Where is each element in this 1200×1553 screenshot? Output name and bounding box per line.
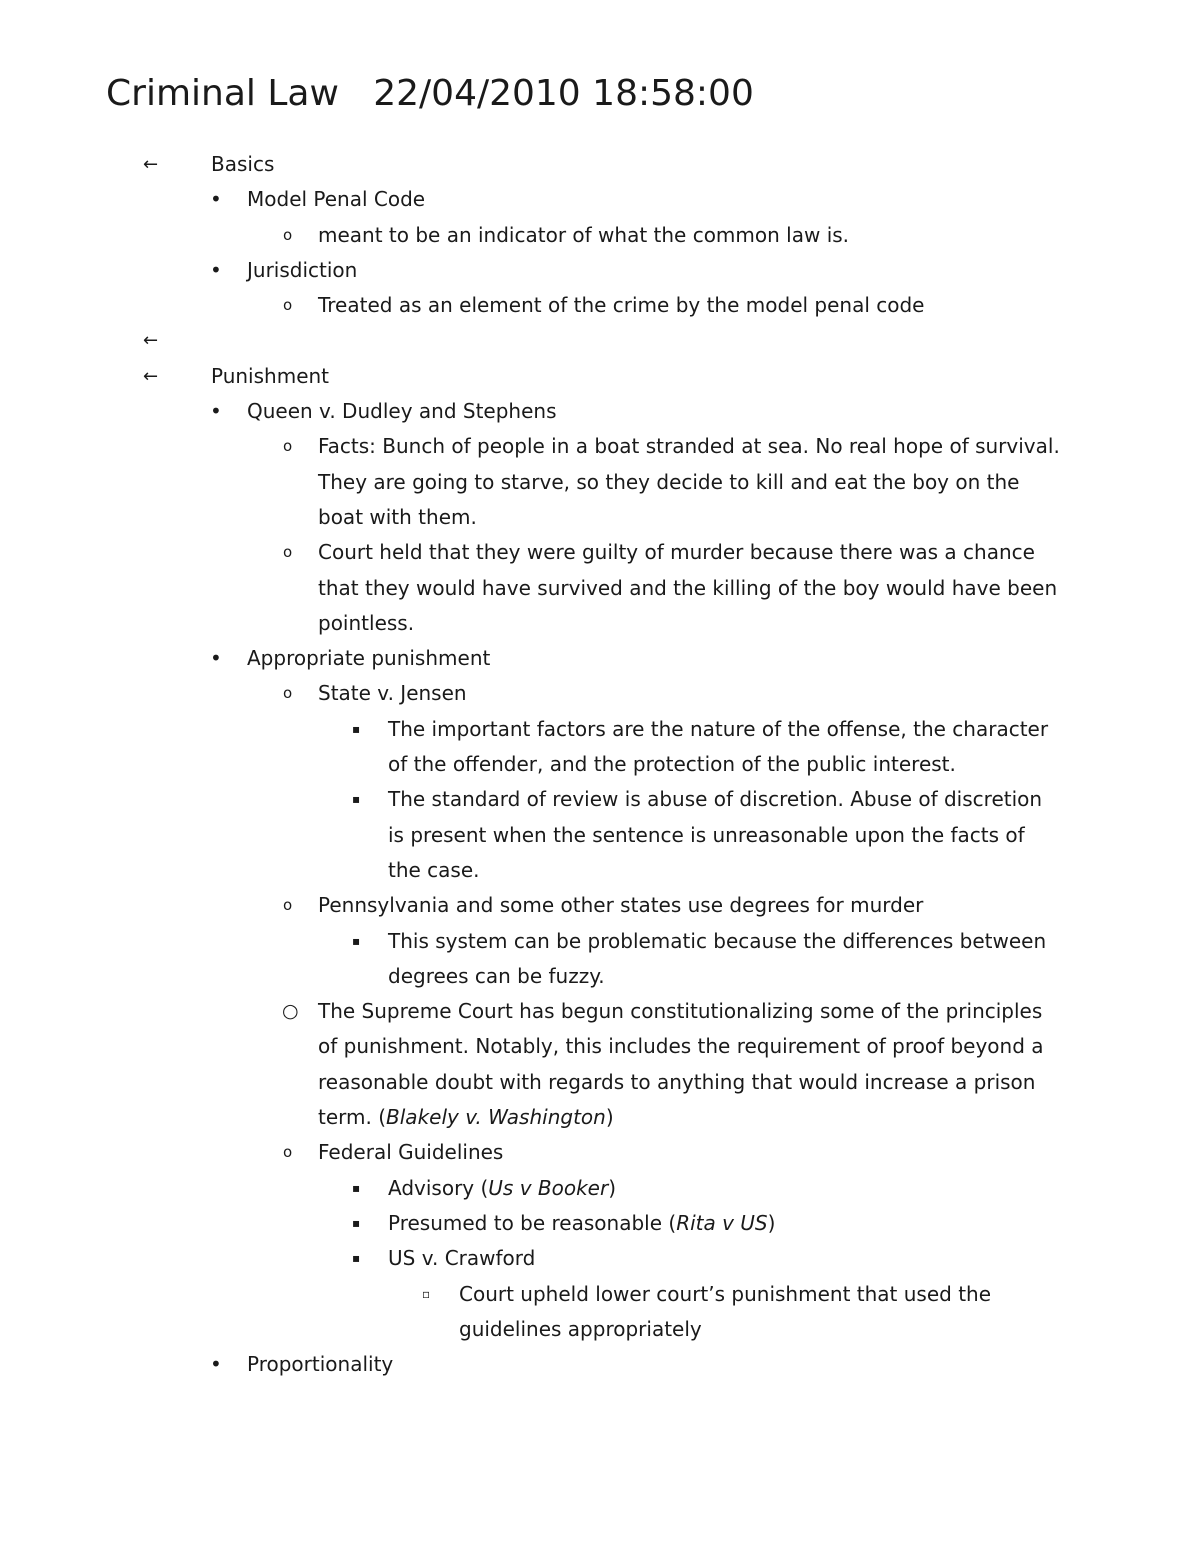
circle-bullet-icon: o bbox=[283, 896, 293, 915]
outline-item-label: Treated as an element of the crime by the model penal code bbox=[318, 293, 925, 318]
circle-bullet-icon: o bbox=[283, 684, 293, 703]
outline-item-label: Facts: Bunch of people in a boat stranded at sea. No real hope of survival. They are going to starve, so they decide to kill and eat the boy on the boat with them. bbox=[318, 434, 1060, 529]
outline-item-crawford bbox=[0, 1241, 1063, 1276]
circle-bullet-icon: o bbox=[283, 296, 293, 315]
outline-item-degrees-note bbox=[0, 924, 1063, 995]
outline-item-jensen bbox=[0, 676, 1063, 711]
outline-item-mpc-note bbox=[0, 218, 1063, 253]
outline-item-label: Basics bbox=[211, 152, 275, 176]
circle-bullet-icon: o bbox=[283, 543, 293, 562]
square-bullet-icon: ▪ bbox=[352, 1251, 361, 1266]
outline-item-label: Appropriate punishment bbox=[247, 646, 491, 671]
bullet-icon: • bbox=[210, 399, 222, 424]
arrow-icon: ← bbox=[143, 365, 159, 387]
outline-item-label: Advisory ( bbox=[388, 1175, 489, 1200]
outline-item-label: The Supreme Court has begun constitutionalizing some of the principles of punishment. Notably, this includes the requirement of proof beyond a reasonable doubt with regards to anything that would increase a prison term. ( bbox=[318, 999, 1044, 1130]
bullet-icon: • bbox=[210, 646, 222, 671]
square-bullet-icon: ▪ bbox=[352, 1180, 361, 1195]
circle-bullet-icon: o bbox=[283, 225, 293, 244]
outline-item-jensen-review bbox=[0, 782, 1063, 888]
circle-bullet-icon: o bbox=[283, 1143, 293, 1162]
page-title: Criminal Law 22/04/2010 18:58:00 bbox=[106, 73, 754, 114]
bullet-icon: • bbox=[210, 1352, 222, 1377]
outline-item-dudley bbox=[0, 394, 1047, 429]
outline-item-degrees bbox=[0, 888, 1063, 923]
case-citation: Rita v US bbox=[676, 1210, 768, 1235]
arrow-icon: ← bbox=[143, 154, 159, 175]
outline-item-dudley-holding bbox=[0, 535, 1063, 641]
outline-item-label: Court upheld lower court’s punishment that used the guidelines appropriately bbox=[459, 1281, 992, 1341]
outline-item-empty bbox=[0, 323, 1031, 358]
outline-item-label: ) bbox=[608, 1175, 617, 1200]
square-bullet-icon: ▪ bbox=[352, 1215, 361, 1230]
outline-item-label: Presumed to be reasonable ( bbox=[388, 1210, 677, 1235]
bullet-icon: • bbox=[210, 187, 222, 212]
outline-item-dudley-facts bbox=[0, 429, 1063, 535]
outline-item-model-penal-code bbox=[0, 182, 1047, 217]
outline-item-advisory bbox=[0, 1171, 1063, 1206]
square-bullet-icon: ▪ bbox=[352, 792, 361, 807]
outline-item-jurisdiction-note bbox=[0, 288, 1063, 323]
outline-item-label: Pennsylvania and some other states use degrees for murder bbox=[318, 893, 924, 918]
outline-item-label: Proportionality bbox=[247, 1352, 394, 1377]
bullet-icon: • bbox=[210, 257, 222, 282]
arrow-icon: ← bbox=[143, 330, 159, 352]
hollow-square-bullet-icon: ▫ bbox=[422, 1286, 431, 1301]
outline-item-label: ) bbox=[767, 1210, 776, 1235]
outline-item-label: Model Penal Code bbox=[247, 187, 426, 212]
outline-item-label: Queen v. Dudley and Stephens bbox=[247, 399, 557, 424]
outline-item-proportionality bbox=[0, 1347, 1047, 1382]
case-citation: Blakely v. Washington bbox=[386, 1105, 606, 1130]
outline-item-jensen-factors bbox=[0, 712, 1063, 783]
circle-bullet-icon: ○ bbox=[282, 1000, 299, 1023]
case-citation: Us v Booker bbox=[488, 1175, 609, 1200]
outline-item-label: Jurisdiction bbox=[247, 257, 358, 282]
outline-item-punishment bbox=[0, 359, 1031, 394]
square-bullet-icon: ▪ bbox=[352, 933, 361, 948]
outline-item-label: Court held that they were guilty of murder because there was a chance that they would have survived and the killing of the boy would have been pointless. bbox=[318, 540, 1058, 635]
outline-item-label: US v. Crawford bbox=[388, 1246, 536, 1271]
outline-item-label: meant to be an indicator of what the common law is. bbox=[318, 222, 850, 247]
outline-item-supreme-court bbox=[0, 994, 1063, 1135]
outline-item-label: State v. Jensen bbox=[318, 681, 467, 706]
outline-item-federal-guidelines bbox=[0, 1135, 1063, 1170]
outline-item-basics bbox=[0, 147, 1031, 182]
outline-item-label: The important factors are the nature of the offense, the character of the offender, and the protection of the public interest. bbox=[388, 716, 1049, 777]
outline-item-jurisdiction bbox=[0, 253, 1047, 288]
outline-item-crawford-note bbox=[0, 1277, 1059, 1348]
outline-item-label: Federal Guidelines bbox=[318, 1140, 504, 1165]
outline-item-label: This system can be problematic because the differences between degrees can be fuzzy. bbox=[388, 928, 1047, 988]
circle-bullet-icon: o bbox=[283, 437, 293, 456]
square-bullet-icon: ▪ bbox=[352, 721, 361, 736]
outline-item-presumed bbox=[0, 1206, 1063, 1241]
outline-item-appropriate-punishment bbox=[0, 641, 1047, 676]
outline-item-label: Punishment bbox=[211, 363, 330, 388]
outline bbox=[0, 147, 1200, 1382]
outline-item-label: ) bbox=[605, 1105, 614, 1130]
outline-item-label: The standard of review is abuse of discretion. Abuse of discretion is present when the sentence is unreasonable upon the facts of the case. bbox=[388, 787, 1043, 882]
